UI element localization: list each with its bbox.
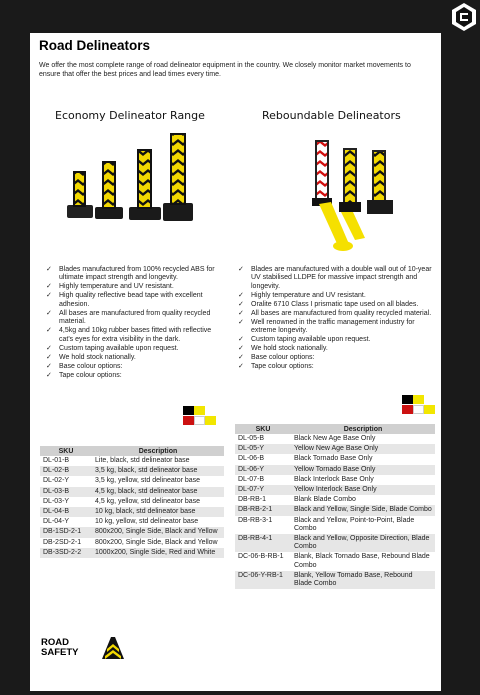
table-row <box>235 444 435 454</box>
table-row <box>235 454 435 464</box>
description-cell: 1000x200, Single Side, Red and White <box>92 548 224 558</box>
table-row <box>235 485 435 495</box>
sku-cell: DL-03-B <box>40 487 92 497</box>
colour-swatch <box>402 395 413 404</box>
list-item: ✓ All bases are manufactured from quality recycled material. <box>42 310 224 327</box>
description-cell: Black Tornado Base Only <box>294 455 373 463</box>
colour-swatch <box>194 416 205 425</box>
description-cell: Lite, black, std delineator base <box>95 457 190 464</box>
description-cell: Blank Blade Combo <box>294 496 356 504</box>
list-item: ✓ Blades are manufactured with a double wall out of 10-year UV stabilised LLDPE for massive impact strength and longevity. <box>234 266 436 291</box>
description-cell: Yellow Interlock Base Only <box>291 485 435 495</box>
sku-cell: DC-06-B-RB-1 <box>238 553 284 561</box>
colour-swatch <box>413 395 424 404</box>
description-cell: 800x200, Single Side, Black and Yellow <box>92 527 224 537</box>
table-row <box>235 495 435 505</box>
colour-swatch <box>413 405 424 414</box>
table-row <box>40 497 224 507</box>
table-row <box>40 527 224 537</box>
description-cell: Black New Age Base Only <box>294 435 376 442</box>
sku-cell: DB-RB-1 <box>238 496 267 504</box>
table-row <box>235 552 435 570</box>
road-safety-line1: ROAD <box>41 637 69 648</box>
sku-cell: DB-1SD-2-1 <box>40 527 92 537</box>
description-cell: 3,5 kg, yellow, std delineator base <box>95 477 201 485</box>
column-header: SKU <box>235 424 291 434</box>
list-item: ✓ High quality reflective bead tape with excellent adhesion. <box>42 292 224 309</box>
colour-swatch <box>194 406 205 415</box>
list-item: ✓ All bases are manufactured from quality recycled material. <box>234 310 436 318</box>
description-cell: 10 kg, yellow, std delineator base <box>95 518 199 526</box>
description-cell: 3,5 kg, black, std delineator base <box>92 466 224 476</box>
sku-cell: DL-03-Y <box>43 497 70 505</box>
table-row <box>40 538 224 548</box>
list-item: ✓ Blades manufactured from 100% recycled ABS for ultimate impact strength and longevity. <box>42 266 224 283</box>
description-cell: 4,5 kg, black, std delineator base <box>92 487 224 497</box>
colour-swatch <box>402 405 413 414</box>
table-row <box>235 475 435 485</box>
sku-cell: DL-04-B <box>40 507 92 517</box>
description-cell: 4,5 kg, yellow, std delineator base <box>95 497 201 505</box>
description-cell: Yellow New Age Base Only <box>291 444 435 454</box>
list-item: ✓ Oralite 6710 Class I prismatic tape used on all blades. <box>234 301 436 309</box>
list-item: ✓ We hold stock nationally. <box>42 354 224 362</box>
description-cell: Yellow Tornado Base Only <box>291 465 435 475</box>
column-header: Description <box>291 424 435 434</box>
sku-cell: DB-RB-2-1 <box>235 505 291 515</box>
table-row <box>40 466 224 476</box>
description-cell: Black Interlock Base Only <box>294 475 374 483</box>
table-row <box>40 456 224 466</box>
description-cell: 800x200, Single Side, Black and Yellow <box>95 538 218 546</box>
table-row <box>40 487 224 497</box>
sku-cell: DL-04-Y <box>43 518 70 526</box>
list-item: ✓ Tape colour options: <box>42 372 224 380</box>
colour-swatch <box>424 405 435 414</box>
colour-swatch <box>183 406 194 415</box>
list-item: ✓ Highly temperature and UV resistant. <box>42 283 224 291</box>
table-row <box>235 434 435 444</box>
sku-cell: DL-02-B <box>40 466 92 476</box>
sku-cell: DL-07-Y <box>235 485 291 495</box>
sku-cell: DC-06-Y-RB-1 <box>235 571 291 589</box>
description-cell: 10 kg, black, std delineator base <box>92 507 224 517</box>
table-row <box>235 516 435 534</box>
sku-cell: DB-RB-3-1 <box>238 516 273 524</box>
page-title: Road Delineators <box>39 38 151 53</box>
list-item: ✓ Tape colour options: <box>234 363 436 371</box>
description-cell: Blank, Yellow Tornado Base, Rebound Blade Combo <box>291 571 435 589</box>
economy-delineators-image <box>63 129 198 224</box>
colour-swatch <box>205 416 216 425</box>
economy-sku-table <box>40 446 224 558</box>
road-safety-line2: SAFETY <box>41 647 79 658</box>
sku-cell: DL-05-Y <box>235 444 291 454</box>
list-item: ✓ Custom taping available upon request. <box>42 345 224 353</box>
list-item: ✓ We hold stock nationally. <box>234 345 436 353</box>
list-item: ✓ 4,5kg and 10kg rubber bases fitted with reflective cat's eyes for extra visibility in the dark. <box>42 327 224 344</box>
column-header: SKU <box>40 446 92 456</box>
sku-cell: DL-01-B <box>43 457 70 464</box>
sku-cell: DB-3SD-2-2 <box>40 548 92 558</box>
table-row <box>235 505 435 515</box>
table-row <box>40 548 224 558</box>
economy-features-list <box>42 266 224 381</box>
list-item: ✓ Well renowned in the traffic management industry for extreme longevity. <box>234 319 436 336</box>
column-header: Description <box>92 446 224 456</box>
table-row <box>235 571 435 589</box>
rebound-features-list <box>234 266 436 372</box>
description-cell: Black and Yellow, Single Side, Blade Combo <box>291 505 435 515</box>
intro-paragraph: We offer the most complete range of road delineator equipment in the country. We closely monitor market movements to ensure that offer the best prices and lead times every time. <box>39 62 411 78</box>
sku-cell: DL-07-B <box>238 475 265 483</box>
table-row <box>40 517 224 527</box>
description-cell: Black and Yellow, Opposite Direction, Blade Combo <box>291 534 435 552</box>
table-row <box>40 507 224 517</box>
sku-cell: DL-05-B <box>238 435 265 442</box>
reboundable-delineators-image <box>305 140 415 253</box>
list-item: ✓ Custom taping available upon request. <box>234 336 436 344</box>
table-row <box>235 534 435 552</box>
sku-cell: DB-2SD-2-1 <box>43 538 82 546</box>
sku-cell: DB-RB-4-1 <box>235 534 291 552</box>
economy-heading: Economy Delineator Range <box>55 109 205 122</box>
sku-cell: DL-06-Y <box>235 465 291 475</box>
company-logo <box>449 2 479 32</box>
list-item: ✓ Base colour options: <box>234 354 436 362</box>
list-item: ✓ Base colour options: <box>42 363 224 371</box>
description-cell: Blank, Black Tornado Base, Rebound Blade Combo <box>294 553 430 569</box>
table-row <box>40 476 224 486</box>
rebound-sku-table <box>235 424 435 589</box>
sku-cell: DL-06-B <box>238 455 265 463</box>
colour-swatch <box>183 416 194 425</box>
road-safety-logo-text <box>41 638 78 658</box>
rebound-heading: Reboundable Delineators <box>262 109 401 122</box>
list-item: ✓ Highly temperature and UV resistant. <box>234 292 436 300</box>
sku-cell: DL-02-Y <box>43 477 70 485</box>
description-cell: Black and Yellow, Point-to-Point, Blade Combo <box>294 516 415 532</box>
table-row <box>235 465 435 475</box>
road-safety-chevron-icon <box>98 635 128 661</box>
product-sheet <box>30 33 441 691</box>
